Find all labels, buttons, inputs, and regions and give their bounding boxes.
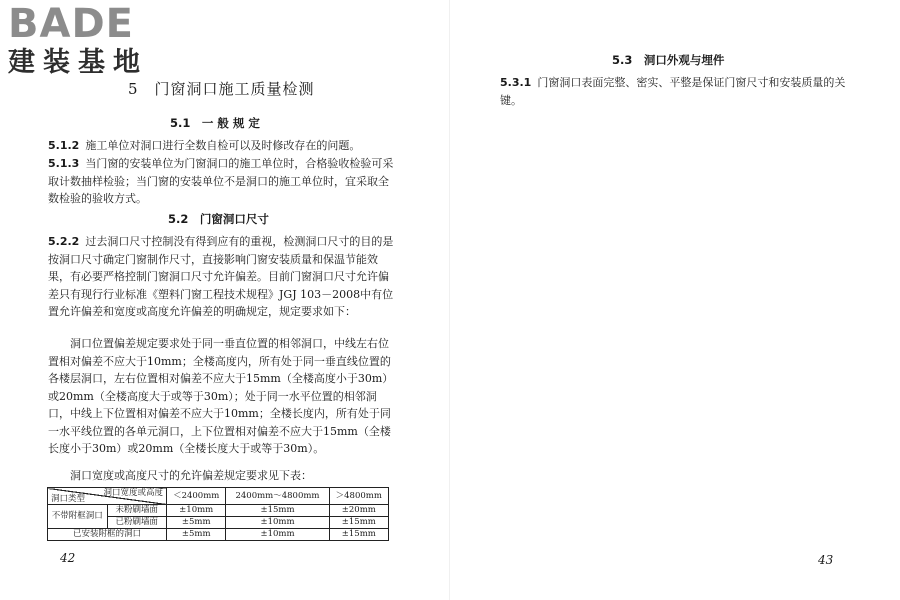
table-cell: ±5mm <box>167 529 226 541</box>
col-header: ＞4800mm <box>329 488 388 505</box>
clause-5-3-1 <box>500 74 848 109</box>
table-cell: ±15mm <box>226 505 329 517</box>
section-heading-5-3: 5.3 洞口外观与埋件 <box>612 53 725 67</box>
group-cell <box>48 505 167 529</box>
tolerance-table <box>47 487 389 541</box>
table-intro: 洞口宽度或高度尺寸的允许偏差规定要求见下表： <box>70 469 312 482</box>
clause-number: 5.2.2 <box>48 235 80 248</box>
table-cell: ±10mm <box>226 517 329 529</box>
clause-5-1-2 <box>48 137 396 155</box>
logo-wordmark: BADE <box>8 1 134 47</box>
table-header-row <box>48 488 389 505</box>
clause-5-1-3 <box>48 155 396 208</box>
clause-number: 5.1.3 <box>48 157 80 170</box>
col-header: 2400mm～4800mm <box>226 488 329 505</box>
table-cell: ±5mm <box>167 517 226 529</box>
clause-text: 过去洞口尺寸控制没有得到应有的重视，检测洞口尺寸的目的是按洞口尺寸确定门窗制作尺寸，直接影响门窗安装质量和保温节能效果，有必要严格控制门窗洞口尺寸允许偏差。目前门窗洞口尺寸允许偏差只有现行行业标准《塑料门窗工程技术规程》JGJ 103－2008中有位置允许偏差和宽度或高度允许偏差的明确规定，规定要求如下： <box>48 235 394 318</box>
clause-text: 施工单位对洞口进行全数自检可以及时修改存在的问题。 <box>85 139 361 152</box>
row-label: 已粉刷墙面 <box>115 517 158 527</box>
clause-text: 当门窗的安装单位为门窗洞口的施工单位时，合格验收检验可采取计数抽样检验；当门窗的安装单位不是洞口的施工单位时，宜采取全数检验的验收方式。 <box>48 157 394 205</box>
section-heading-5-1: 5.1 一 般 规 定 <box>170 116 260 130</box>
table-cell: ±10mm <box>167 505 226 517</box>
row-label: 已安装附框的洞口 <box>48 529 167 541</box>
clause-number: 5.3.1 <box>500 76 532 89</box>
table-cell: ±15mm <box>329 529 388 541</box>
page-number-left: 42 <box>60 551 76 565</box>
header-corner-cell <box>48 488 167 505</box>
row-label: 未粉刷墙面 <box>108 505 167 517</box>
clause-number: 5.1.2 <box>48 139 80 152</box>
table-cell: ±15mm <box>329 517 388 529</box>
header-corner-bottom: 洞口类型 <box>51 494 86 504</box>
header-corner-top: 洞口宽度或高度 <box>103 488 163 498</box>
clause-text: 门窗洞口表面完整、密实、平整是保证门窗尺寸和安装质量的关键。 <box>500 76 846 107</box>
chapter-title: 5 门窗洞口施工质量检测 <box>128 80 315 98</box>
table-cell: ±10mm <box>226 529 329 541</box>
position-tolerance-paragraph: 洞口位置偏差规定要求处于同一垂直位置的相邻洞口，中线左右位置相对偏差不应大于10mm；全楼高度内，所有处于同一垂直线位置的各楼层洞口，左右位置相对偏差不应大于15mm（全楼高度小于30m）或20mm（全楼高度大于或等于30m）；处于同一水平位置的相邻洞口，中线上下位置相对偏差不应大于10mm；全楼长度内，所有处于同一水平线位置的各单元洞口，上下位置相对偏差不应大于15mm（全楼长度小于30m）或20mm（全楼长度大于或等于30m）。 <box>48 337 394 455</box>
table-row <box>48 529 389 541</box>
logo-subtitle: 建装基地 <box>8 47 148 78</box>
table-row <box>48 505 389 517</box>
section-heading-5-2: 5.2 门窗洞口尺寸 <box>168 212 269 226</box>
table-cell: ±20mm <box>329 505 388 517</box>
page-number-right: 43 <box>818 553 834 567</box>
clause-5-2-2 <box>48 233 396 321</box>
col-header: ＜2400mm <box>167 488 226 505</box>
group-label: 不带附框洞口 <box>48 505 108 528</box>
right-page <box>450 0 900 600</box>
